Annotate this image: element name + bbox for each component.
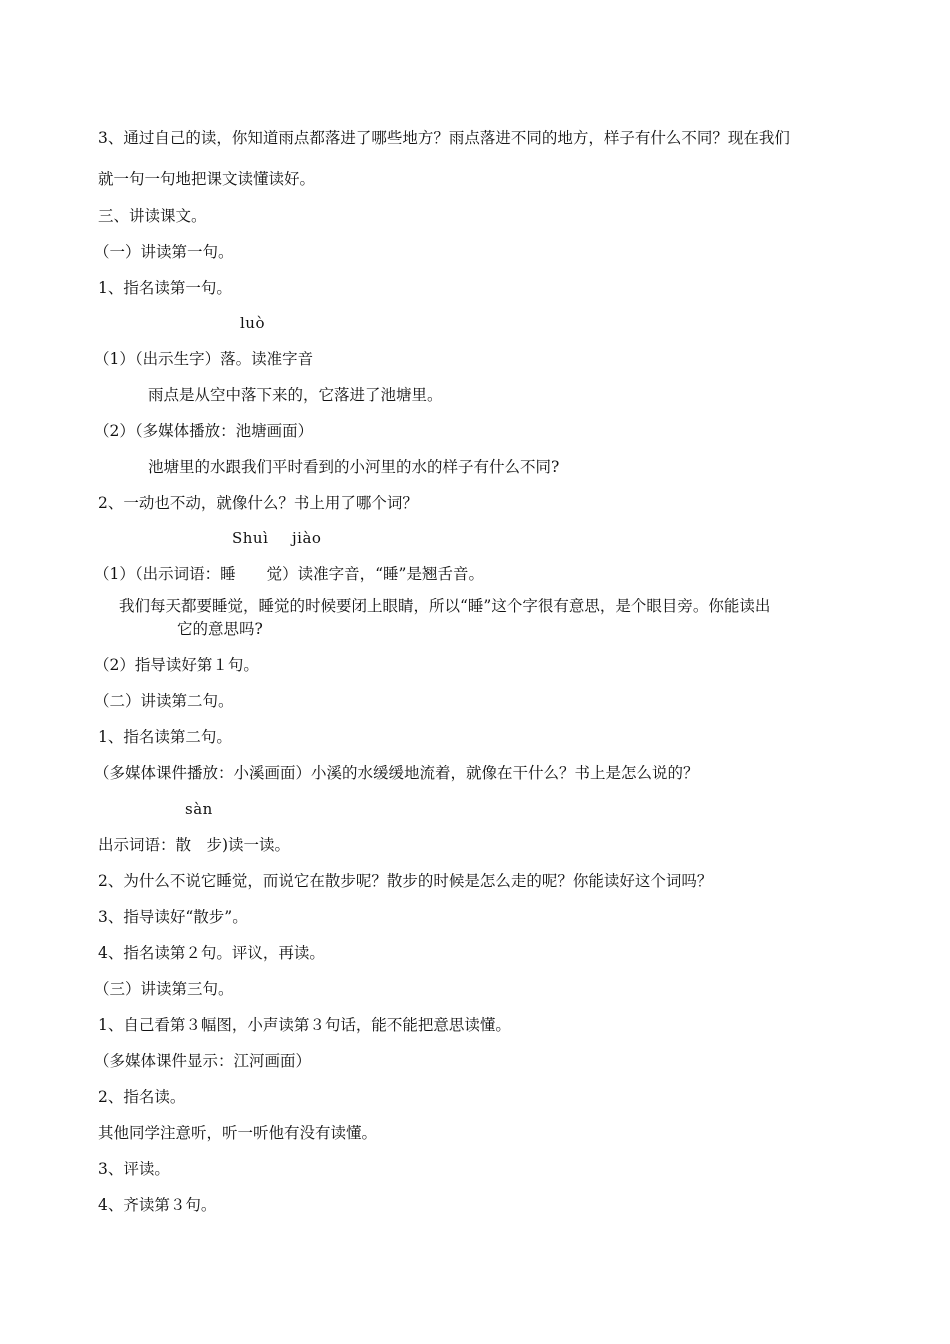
text-line: 池塘里的水跟我们平时看到的小河里的水的样子有什么不同? (148, 458, 560, 476)
text-line: 2、一动也不动，就像什么？书上用了哪个词？ (98, 494, 418, 512)
text-line: （2）指导读好第１句。 (94, 656, 259, 674)
subsection-heading: （一）讲读第一句。 (94, 243, 234, 261)
text-line: （2）（多媒体播放：池塘画面） (94, 422, 314, 440)
text-line: 3、指导读好“散步”。 (98, 908, 248, 926)
text-line: 4、指名读第２句。评议，再读。 (98, 944, 325, 962)
subsection-heading: （二）讲读第二句。 (94, 692, 234, 710)
pinyin-annotation: sàn (185, 800, 213, 818)
section-heading: 三、讲读课文。 (98, 207, 207, 225)
text-line: 我们每天都要睡觉，睡觉的时候要闭上眼睛，所以“睡”这个字很有意思，是个眼目旁。你能读出 (119, 597, 771, 615)
text-line: 1、自己看第３幅图，小声读第３句话，能不能把意思读懂。 (98, 1016, 511, 1034)
text-line: 其他同学注意听，听一听他有没有读懂。 (98, 1124, 378, 1142)
text-line: （多媒体课件显示：江河画面） (94, 1052, 312, 1070)
subsection-heading: （三）讲读第三句。 (94, 980, 234, 998)
text-line: 3、评读。 (98, 1160, 170, 1178)
text-line: 雨点是从空中落下来的，它落进了池塘里。 (148, 386, 443, 404)
text-line: 出示词语：散 步)读一读。 (98, 836, 291, 854)
text-line: （1）（出示词语：睡 觉）读准字音，“睡”是翘舌音。 (94, 565, 484, 583)
text-line: （1）（出示生字）落。读准字音 (94, 350, 314, 368)
text-line: 4、齐读第３句。 (98, 1196, 217, 1214)
text-line: 2、指名读。 (98, 1088, 186, 1106)
text-line: 3、通过自己的读，你知道雨点都落进了哪些地方？雨点落进不同的地方，样子有什么不同？现在我们 (98, 129, 790, 147)
pinyin-annotation: jiào (292, 529, 322, 547)
pinyin-annotation: Shuì (232, 529, 269, 547)
text-line: 1、指名读第一句。 (98, 279, 232, 297)
text-line: 2、为什么不说它睡觉，而说它在散步呢？散步的时候是怎么走的呢？你能读好这个词吗？ (98, 872, 713, 890)
text-line: 它的意思吗? (177, 620, 263, 638)
text-line: 1、指名读第二句。 (98, 728, 232, 746)
text-line: 就一句一句地把课文读懂读好。 (98, 170, 316, 188)
text-line: （多媒体课件播放：小溪画面）小溪的水缓缓地流着，就像在干什么？书上是怎么说的？ (94, 764, 699, 782)
pinyin-annotation: luò (240, 314, 265, 332)
